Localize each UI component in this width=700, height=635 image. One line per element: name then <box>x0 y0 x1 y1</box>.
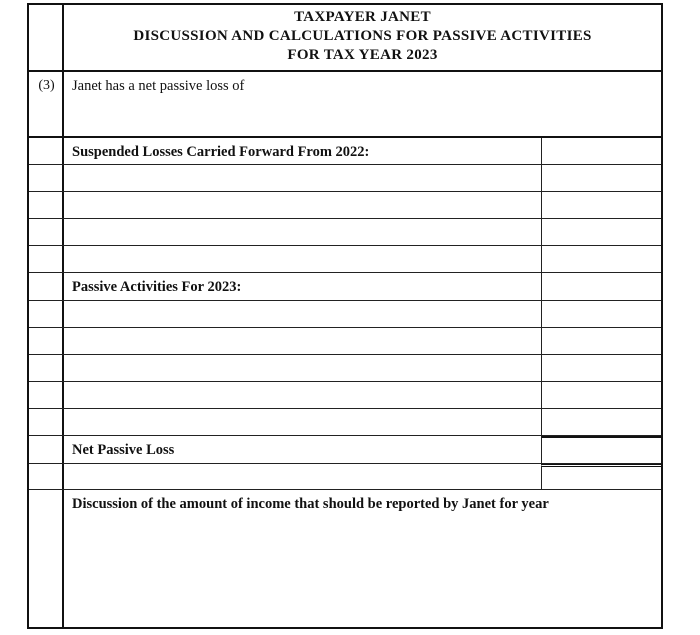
number-cell <box>29 219 64 245</box>
amount-cell[interactable] <box>541 328 661 354</box>
net-passive-loss-label: Net Passive Loss <box>72 442 175 458</box>
question-text[interactable]: Janet has a net passive loss of <box>72 78 245 94</box>
net-passive-loss-row <box>29 436 661 464</box>
number-cell <box>29 273 64 300</box>
number-cell <box>29 382 64 408</box>
amount-cell[interactable] <box>541 301 661 327</box>
number-cell <box>29 138 64 164</box>
amount-cell[interactable] <box>541 409 661 435</box>
title-line-taxpayer: TAXPAYER JANET <box>294 9 431 25</box>
amount-cell[interactable] <box>541 219 661 245</box>
header-number-cell <box>29 5 64 70</box>
discussion-row[interactable] <box>29 490 661 627</box>
number-cell <box>29 165 64 191</box>
amount-cell[interactable] <box>541 382 661 408</box>
passive-entry-row-3[interactable] <box>29 355 661 382</box>
question-number: (3) <box>38 78 55 93</box>
passive-entry-row-5[interactable] <box>29 409 661 436</box>
number-cell <box>29 436 64 463</box>
amount-cell[interactable] <box>541 273 661 300</box>
suspended-losses-label: Suspended Losses Carried Forward From 2022: <box>72 144 370 160</box>
number-cell <box>29 192 64 218</box>
suspended-entry-row-1[interactable] <box>29 165 661 192</box>
passive-activities-form <box>27 3 663 629</box>
amount-cell[interactable] <box>541 192 661 218</box>
suspended-entry-row-2[interactable] <box>29 192 661 219</box>
passive-entry-row-2[interactable] <box>29 328 661 355</box>
amount-cell[interactable] <box>541 138 661 164</box>
total-amount-cell[interactable] <box>541 464 661 489</box>
question-row <box>29 72 661 138</box>
blank-row[interactable] <box>29 464 661 490</box>
title-line-tax-year: FOR TAX YEAR 2023 <box>287 47 438 63</box>
amount-cell[interactable] <box>541 355 661 381</box>
passive-activities-label: Passive Activities For 2023: <box>72 279 242 295</box>
net-loss-amount-cell[interactable] <box>541 436 661 463</box>
number-cell <box>29 464 64 489</box>
amount-cell[interactable] <box>541 165 661 191</box>
number-cell <box>29 490 64 627</box>
number-cell <box>29 328 64 354</box>
suspended-entry-row-3[interactable] <box>29 219 661 246</box>
passive-entry-row-1[interactable] <box>29 301 661 328</box>
suspended-entry-row-4[interactable] <box>29 246 661 273</box>
title-line-discussion: DISCUSSION AND CALCULATIONS FOR PASSIVE ACTIVITIES <box>133 28 592 44</box>
passive-entry-row-4[interactable] <box>29 382 661 409</box>
suspended-header-row <box>29 138 661 165</box>
number-cell <box>29 409 64 435</box>
passive-header-row <box>29 273 661 301</box>
form-title <box>64 8 661 65</box>
header-row <box>29 5 661 72</box>
number-cell <box>29 301 64 327</box>
amount-cell[interactable] <box>541 246 661 272</box>
number-cell <box>29 355 64 381</box>
number-cell <box>29 246 64 272</box>
discussion-label: Discussion of the amount of income that should be reported by Janet for year <box>72 496 549 512</box>
